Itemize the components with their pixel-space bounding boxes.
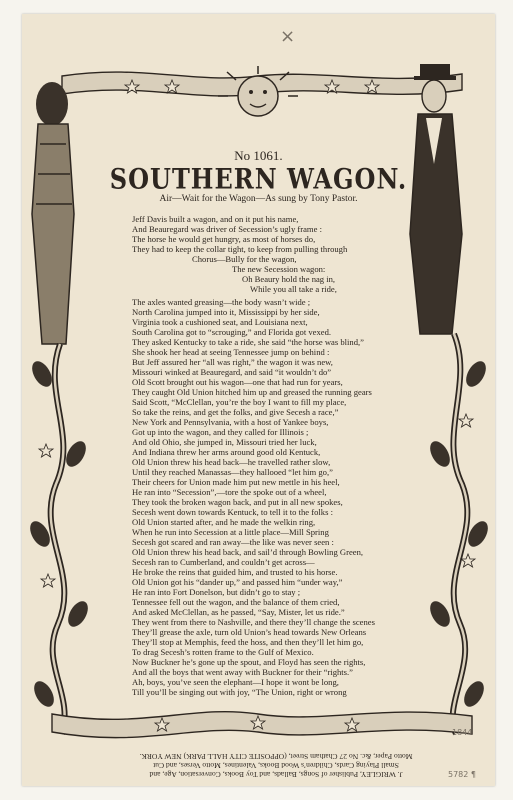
star-icon xyxy=(41,574,55,587)
lyric-line: Now Buckner he’s gone up the spout, and Floyd has seen the rights, xyxy=(132,657,366,667)
lyric-line: Secesh ran to Cumberland, and couldn’t get across— xyxy=(132,557,315,567)
lyric-line: Missouri winked at Beauregard, and said “it wouldn’t do” xyxy=(132,367,332,377)
lyric-line: He ran into Fort Donelson, but didn’t go to stay ; xyxy=(132,587,301,597)
publisher-imprint xyxy=(66,752,486,779)
lyric-line: Till you’ll be singing out with joy, “The Union, right or wrong xyxy=(132,687,347,697)
imprint-line: Motto Paper, &c. No 27 Chatham Street, (OPPOSITE CITY HALL PARK) NEW YORK. xyxy=(139,752,413,761)
lyric-line: Secesh got scared and ran away—the like was never seen : xyxy=(132,537,334,547)
lyric-line: And Beauregard was driver of Secession’s ugly frame : xyxy=(132,224,322,234)
lyric-line: Old Union got his “dander up,” and passed him “under way,” xyxy=(132,577,343,587)
song-lyrics xyxy=(132,214,432,697)
lyric-line: North Carolina jumped into it, Mississippi by her side, xyxy=(132,307,320,317)
lyric-line: They caught Old Union hitched him up and greased the running gears xyxy=(132,387,372,397)
lyric-line: Virginia took a cushioned seat, and Louisiana next, xyxy=(132,317,308,327)
lyric-line: Old Scott brought out his wagon—one that had run for years, xyxy=(132,377,343,387)
lyric-line: They asked Kentucky to take a ride, she said “the horse was blind,” xyxy=(132,337,364,347)
lyric-line: She shook her head at seeing Tennessee jump on behind : xyxy=(132,347,330,357)
pencil-mark: × xyxy=(280,26,296,47)
left-figure-icon xyxy=(32,82,74,344)
imprint-line: J. WRIGLEY, Publisher of Songs, Ballads, and Toy Books, Conversation, Age, and xyxy=(149,770,403,779)
lyric-line: The new Secession wagon: xyxy=(232,264,326,274)
lyric-line: To drag Secesh’s rotten frame to the Gulf of Mexico. xyxy=(132,647,314,657)
lyric-line: They had to keep the collar tight, to keep from pulling through xyxy=(132,244,348,254)
pencil-note: 1844 xyxy=(452,728,473,737)
bottom-ribbon xyxy=(52,712,472,738)
lyric-line: Ah, boys, you’ve seen the elephant—I hope it wont be long, xyxy=(132,677,339,687)
lyric-line: They’ll grease the axle, turn old Union’s head towards New Orleans xyxy=(132,627,367,637)
lyric-line: Oh Beaury hold the nag in, xyxy=(242,274,336,284)
lyric-line: South Carolina got to “scrouging,” and Florida got vexed. xyxy=(132,327,332,337)
star-icon xyxy=(459,414,473,427)
lyric-line: While you all take a ride, xyxy=(250,284,337,294)
lyric-line: But Jeff assured her “all was right,” the wagon it was new, xyxy=(132,357,333,367)
lyric-line: Got up into the wagon, and they called for Illinois ; xyxy=(132,427,309,437)
lyric-line: And all the boys that went away with Buckner for their “rights.” xyxy=(132,667,353,677)
lyric-line: Chorus—Bully for the wagon, xyxy=(192,254,297,264)
lyric-line: When he run into Secession at a little place—Mill Spring xyxy=(132,527,329,537)
lyric-line: New York and Pennsylvania, with a host of Yankee boys, xyxy=(132,417,329,427)
lyric-line: They’ll stop at Memphis, feed the hoss, and then they’ll let him go, xyxy=(132,637,364,647)
song-number: No 1061. xyxy=(234,148,283,163)
lyric-line: The horse he would get hungry, as most of horses do, xyxy=(132,234,316,244)
lyric-line: Old Union threw his head back—he travelled rather slow, xyxy=(132,457,331,467)
pencil-note: 5782 ¶ xyxy=(448,770,476,779)
lyric-line: And Indiana threw her arms around good old Kentuck, xyxy=(132,447,321,457)
lyric-line: He broke the reins that guided him, and trusted to his horse. xyxy=(132,567,338,577)
broadside-sheet xyxy=(22,14,495,786)
air-note: Air—Wait for the Wagon—As sung by Tony Pastor. xyxy=(159,194,358,204)
lyric-line: They took the broken wagon back, and put in all new spokes, xyxy=(132,497,343,507)
lyric-line: And old Ohio, she jumped in, Missouri tried her luck, xyxy=(132,437,317,447)
lyric-line: He ran into “Secession”,—tore the spoke out of a wheel, xyxy=(132,487,327,497)
lyric-line: Tennessee fell out the wagon, and the balance of them cried, xyxy=(132,597,340,607)
lyric-line: Their cheers for Union made him put new mettle in his heel, xyxy=(132,477,340,487)
lyric-line: So take the reins, and get the folks, and give Secesh a race,” xyxy=(132,407,339,417)
song-title: SOUTHERN WAGON. xyxy=(109,161,408,196)
lyric-line: The axles wanted greasing—the body wasn’t wide ; xyxy=(132,297,311,307)
star-icon xyxy=(39,444,53,457)
lyric-line: Until they reached Manassas—they hallooed “let him go,” xyxy=(132,467,333,477)
star-icon xyxy=(461,554,475,567)
lyric-line: Old Union started after, and he made the welkin ring, xyxy=(132,517,316,527)
lyric-line: Secesh went down towards Kentuck, to tell it to the folks : xyxy=(132,507,333,517)
lyric-line: And asked McClellan, as he passed, “Say, Mister, let us ride.” xyxy=(132,607,345,617)
lyric-line: Jeff Davis built a wagon, and on it put his name, xyxy=(132,214,299,224)
imprint-line: Small Playing Cards, Children’s Wood Books, Valentines, Motto Verses, and Cut xyxy=(153,761,399,770)
lyric-line: They went from there to Nashville, and there they’ll change the scenes xyxy=(132,617,375,627)
lyric-line: Said Scott, “McClellan, you’re the boy I want to fill my place, xyxy=(132,397,347,407)
lyric-line: Old Union threw his head back, and sail’d through Bowling Green, xyxy=(132,547,364,557)
